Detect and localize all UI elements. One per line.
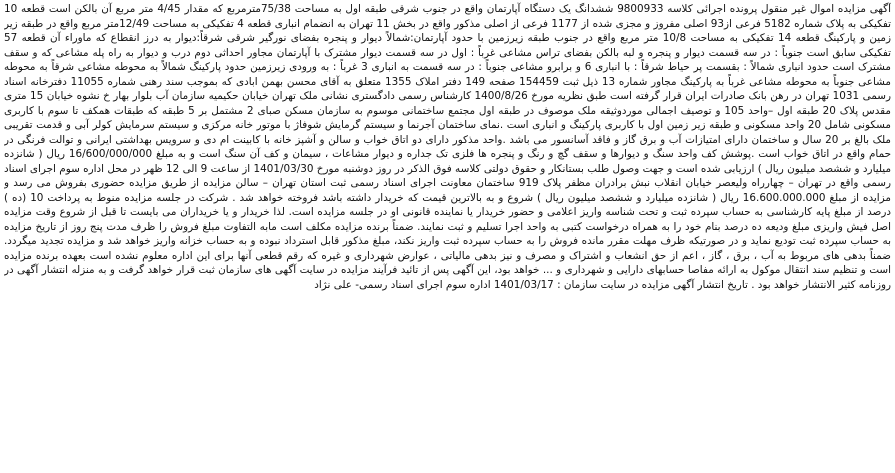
auction-notice-text: آگهی مزایده اموال غیر منقول پرونده اجرائی کلاسه 9800933 ششدانگ یک دستگاه آپارتمان واقع در جنوب شرقی طبقه اول به مساحت 75/38مترمربع که مقدار 4/45 متر مربع آن بالکن است قطعه 10 تفکیکی به پلاک شماره 5182 فرعی از93 اصلی مفروز و مجزی شده از 1177 فرعی از اصلی مذکور واقع در بخش 11 تهران به انضمام انباری قطعه 4 تفکیکی به مساحت 12/49متر مربع واقع در طبقه زیر زمین و پارکینگ قطعه 14 تفکیکی به مساحت 10/8 متر مربع واقع در جنوب طبقه زیرزمین با حدود آپارتمان:شمالاً دیوار و پنجره بفضای نورگیر شرقی شرقاً:دیوار به درز انقطاع که ماوراء آن قطعه 57 تفکیکی سابق است جنوباً : در سه قسمت دیوار و پنجره و لبه بالکن بفضای تراس مشاعی غرباً : اول در سه قسمت دیوار مشترک با آپارتمان مجاور احداثی دوم درب و دیوار به راه پله مشاعی که و سقف مشترک است حدود انباری شمالاً : بقسمت پر حیاط شرقاً : با انباری 6 و برابرو مشاعی جنوباً : در سه قسمت به انباری 3 غرباً : به ورودی زیرزمین حدود پارکینگ شمالاً به محوطه مشاعی شرقاً به محوطه مشاعی جنوباً به محوطه مشاعی غرباً به پارکینگ مجاور شماره 13 ذیل ثبت 154459 صفحه 149 دفتر املاک 1355 متعلق به آقای محسن بهمن ابادی که بموجب سند رهنی شماره 11055 دفترخانه اسناد رسمی 1031 تهران در رهن بانک صادرات ایران قرار گرفته است طبق نظریه مورخ 1400/8/26 کارشناس رسمی دادگستری نشانی ملک تهران خیابان حکیمیه سازمان آب بلوار بهار خ نشوه خیابان 15 متری مقدس پلاک 20 طبقه اول –واحد 105 و توصیف اجمالی موردوثیقه ملک موصوف در طبقه اول مجتمع ساختمانی موسوم به سازمان مسکن صبای 2 مشتمل بر 5 طبقه که طبقات همکف تا سوم با کاربری مسکونی شامل 20 واحد مسکونی و طبقه زیر زمین اول با کاربری پارکینگ و انباری است .نمای ساختمان آجرنما و سیستم گرمایش شوفاژ با موتور خانه مرکزی و سیستم سرمایش کولر آبی و قدمت تقریبی ملک بالغ بر 20 سال و ساختمان دارای امتیازات آب و برق گاز و فاقد آسانسور می باشد .واحد مذکور دارای دو اتاق خواب و سالن و آشپز خانه با کابینت ام دی و سرویس بهداشتی ایرانی و توالت فرنگی در حمام واقع در اتاق خواب است .پوشش کف واحد سنگ و دیوارها و سقف گچ و رنگ و پنجره ها فلزی تک جداره و دیوار مشاعات ، سیمان و کف آن سنگ است و به مبلغ 16/600/000/000 ریال ( شانزده میلیارد و ششصد میلیون ریال ) ارزیابی شده است و جهت وصول طلب بستانکار و حقوق دولتی کلاسه فوق الذکر در روز دوشنبه مورخ 1401/03/30 از ساعت 9 الی 12 ظهر در محل اداره سوم اجرای اسناد رسمی واقع در تهران – چهارراه ولیعصر خیابان انقلاب نبش برادران مظفر پلاک 919 ساختمان معاونت اجرای اسناد رسمی ثبت استان تهران – سالن مزایده از طریق مزایده حضوری بفروش می رسد و مزایده از مبلغ 16.600.000.000 ریال ( شانزده میلیارد و ششصد میلیون ریال ) شروع و به بالاترین قیمت که خریدار داشته باشد فروخته خواهد شد . شرکت در جلسه مزایده منوط به پرداخت 10 (ده ) درصد از مبلغ پایه کارشناسی به حساب سپرده ثبت و تحت شناسه واریز اعلامی و حضور خریدار یا نماینده قانونی او در جلسه مزایده است. لذا خریدار و یا خریداران می بایست تا قبل از شروع وقت مزایده اصل فیش واریزی مبلغ ودیعه ده درصد بنام خود را به همراه درخواست کتبی به واحد اجرا تسلیم و ثبت نمایند. ضمناً برنده مزایده مکلف است مابه التفاوت مبلغ فروش را ظرف مدت پنج روز از تاریخ مزایده به حساب سپرده ثبت تودیع نماید و در صورتیکه ظرف مهلت مقرر مانده فروش را به حساب سپرده ثبت واریز نکند، مبلغ مذکور قابل استرداد نبوده و به حساب خزانه واریز خواهد شد و مزایده تجدید میگردد. ضمناً بدهی های مربوط به آب ، برق ، گاز ، اعم از حق انشعاب و اشتراک و مصرف و نیز بدهی مالیاتی ، عوارض شهرداری و غیره که رقم قطعی آنها برای این اداره معلوم نشده است بعهده برنده مزایده است و تنظیم سند انتقال موکول به ارائه مفاصا حسابهای دارایی و شهرداری و ... خواهد بود، این آگهی پس از تائید فرآیند مزایده در سایت آگهی های سازمان ثبت قرار خواهد گرفت و به منزله انتشار آگهی در روزنامه کثیر الانتشار خواهد بود . تاریخ انتشار آگهی مزایده در سایت سازمان : 1401/03/17 اداره سوم اجرای اسناد رسمی- علی نژاد xyxy=(4,3,891,291)
auction-notice xyxy=(4,2,891,469)
